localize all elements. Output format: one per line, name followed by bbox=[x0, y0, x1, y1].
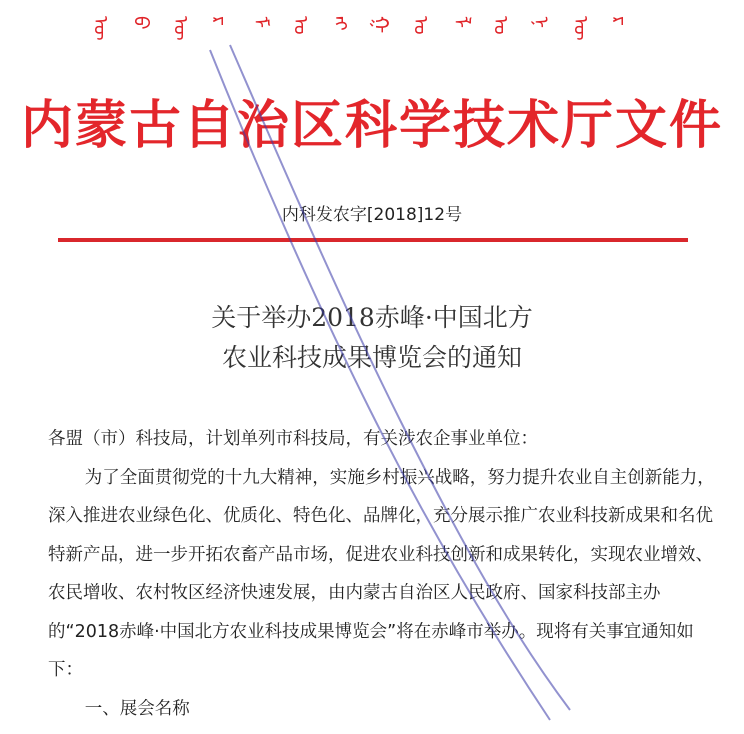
mongolian-glyph: ᠥ bbox=[89, 16, 113, 41]
document-issuer-title: 内蒙古自治区科学技术厅文件 bbox=[20, 95, 723, 156]
red-divider-line bbox=[58, 238, 688, 242]
mongolian-glyph: ᠨ bbox=[529, 16, 553, 29]
mongolian-glyph: ᠩ bbox=[329, 16, 353, 31]
mongolian-glyph: ᠤ bbox=[489, 16, 513, 35]
mongolian-glyph: ᠯ bbox=[449, 16, 473, 29]
mongolian-glyph: ᠷ bbox=[609, 16, 633, 26]
section-heading: 一、展会名称 bbox=[84, 698, 190, 719]
mongolian-script-header bbox=[86, 10, 646, 90]
salutation: 各盟（市）科技局，计划单列市科技局，有关涉农企事业单位： bbox=[48, 429, 538, 449]
mongolian-glyph: ᠭ bbox=[369, 16, 393, 34]
mongolian-glyph: ᠥ bbox=[569, 16, 593, 41]
notice-title bbox=[0, 298, 744, 378]
notice-title-line1: 关于举办2018赤峰·中国北方 bbox=[211, 303, 533, 332]
notice-title-line2: 农业科技成果博览会的通知 bbox=[221, 343, 522, 372]
mongolian-glyph: ᠮ bbox=[249, 16, 273, 29]
mongolian-glyph: ᠪ bbox=[129, 16, 153, 30]
notice-body bbox=[48, 420, 728, 728]
document-number: 内科发农字[2018]12号 bbox=[281, 205, 463, 225]
body-paragraph: 为了全面贯彻党的十九大精神，实施乡村振兴战略，努力提升农业自主创新能力，深入推进农业绿色化、优质化、特色化、品牌化，充分展示推广农业科技新成果和名优特新产品，进一步开拓农畜产品市场，促进农业科技创新和成果转化，实现农业增效、农民增收、农村牧区经济快速发展，由内蒙古自治区人民政府、国家科技部主办的“2018赤峰·中国北方农业科技成果博览会”将在赤峰市举办。现将有关事宜通知如下： bbox=[48, 467, 715, 680]
mongolian-glyph: ᠣ bbox=[409, 16, 433, 35]
mongolian-glyph: ᠣ bbox=[289, 16, 313, 35]
mongolian-glyph: ᠷ bbox=[209, 16, 233, 26]
mongolian-glyph: ᠥ bbox=[169, 16, 193, 41]
